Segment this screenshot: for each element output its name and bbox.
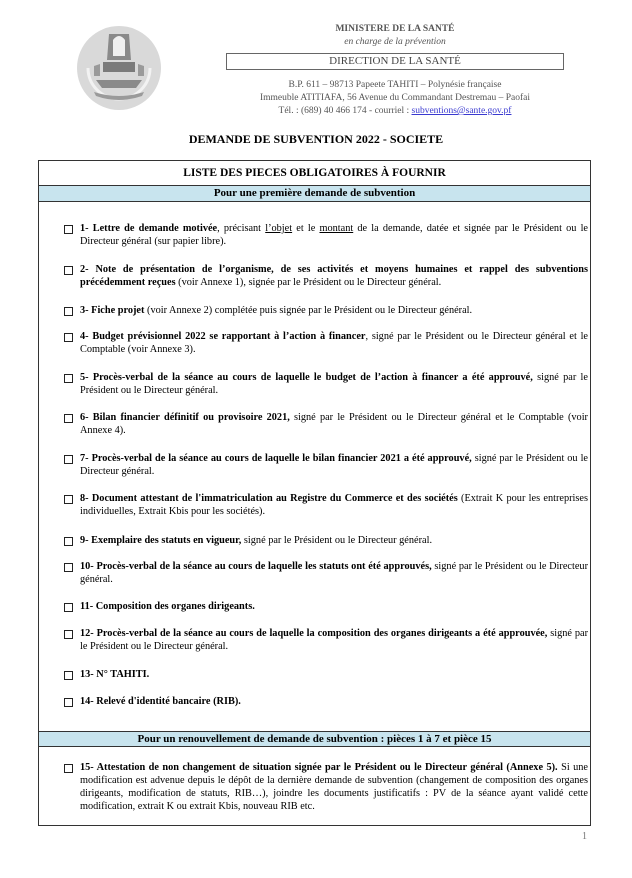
- list-item-9: 9- Exemplaire des statuts en vigueur, signé par le Président ou le Directeur général.: [80, 535, 433, 546]
- section-first-request: Pour une première demande de subvention: [39, 186, 590, 202]
- address-line-1: B.P. 611 – 98713 Papeete TAHITI – Polynésie française: [288, 80, 502, 90]
- list-item-3: 3- Fiche projet (voir Annexe 2) complétée puis signée par le Président ou le Directeur général.: [80, 305, 473, 316]
- page-number: 1: [582, 831, 587, 842]
- list-item-11: 11- Composition des organes dirigeants.: [80, 601, 255, 612]
- document-title: DEMANDE DE SUBVENTION 2022 - SOCIETE: [188, 132, 444, 146]
- ministry-name: MINISTERE DE LA SANTÉ: [335, 24, 455, 34]
- emblem-logo: [76, 22, 162, 114]
- address-line-2: Immeuble ATITIAFA, 56 Avenue du Commandant Destremau – Paofai: [259, 93, 531, 103]
- list-item-15: 15- Attestation de non changement de situation signée par le Président ou le Directeur général (Annexe 5). Si une modification est advenue depuis le dépôt de la dernière demande de subvention (changement de composition des organes dirigeants, modification de statuts, RIB…), joindre les documents justificatifs : PV de la séance ayant validé cette modification, extrait K ou extrait Kbis, nouveau RIB etc.: [80, 762, 588, 812]
- list-item-10: 10- Procès-verbal de la séance au cours de laquelle les statuts ont été approuvés, signé par le Président ou le Directeur général.: [80, 561, 588, 585]
- list-item-7: 7- Procès-verbal de la séance au cours de laquelle le bilan financier 2021 a été approuvé, signé par le Président ou le Directeur général.: [80, 453, 589, 477]
- list-item-8: 8- Document attestant de l'immatriculation au Registre du Commerce et des sociétés (Extrait K pour les entreprises individuelles, Extrait Kbis pour les sociétés).: [80, 493, 588, 517]
- list-item-13: 13- N° TAHITI.: [80, 669, 150, 680]
- list-item-2: 2- Note de présentation de l’organisme, de ses activités et moyens humaines et rappel des subventions précédemment reçues (voir Annexe 1), signée par le Président ou le Directeur général.: [80, 264, 588, 288]
- section-renewal: Pour un renouvellement de demande de subvention : pièces 1 à 7 et pièce 15: [39, 731, 590, 747]
- list-item-1: 1- Lettre de demande motivée, précisant l’objet et le montant de la demande, datée et signée par le Président ou le Directeur général (sur papier libre).: [80, 223, 588, 247]
- ministry-subtitle: en charge de la prévention: [344, 37, 446, 47]
- list-heading: LISTE DES PIECES OBLIGATOIRES À FOURNIR: [39, 161, 590, 186]
- list-item-14: 14- Relevé d'identité bancaire (RIB).: [80, 696, 241, 707]
- contact-line: [196, 106, 594, 116]
- list-item-12: 12- Procès-verbal de la séance au cours de laquelle la composition des organes dirigeants a été approuvée, signé par le Président ou le Directeur général.: [80, 628, 588, 652]
- email-link[interactable]: subventions@sante.gov.pf: [411, 106, 512, 116]
- contact-prefix: Tél. : (689) 40 466 174 - courriel :: [278, 106, 412, 116]
- list-item-6: 6- Bilan financier définitif ou provisoire 2021, signé par le Président ou le Directeur général et le Comptable (voir Annexe 4).: [80, 412, 588, 436]
- direction-box: DIRECTION DE LA SANTÉ: [226, 53, 564, 70]
- list-item-4: 4- Budget prévisionnel 2022 se rapportant à l’action à financer, signé par le Président ou le Directeur général et le Comptable (voir Annexe 3).: [80, 331, 588, 355]
- list-item-5: 5- Procès-verbal de la séance au cours de laquelle le budget de l’action à financer a été approuvé, signé par le Président ou le Directeur général.: [80, 372, 588, 396]
